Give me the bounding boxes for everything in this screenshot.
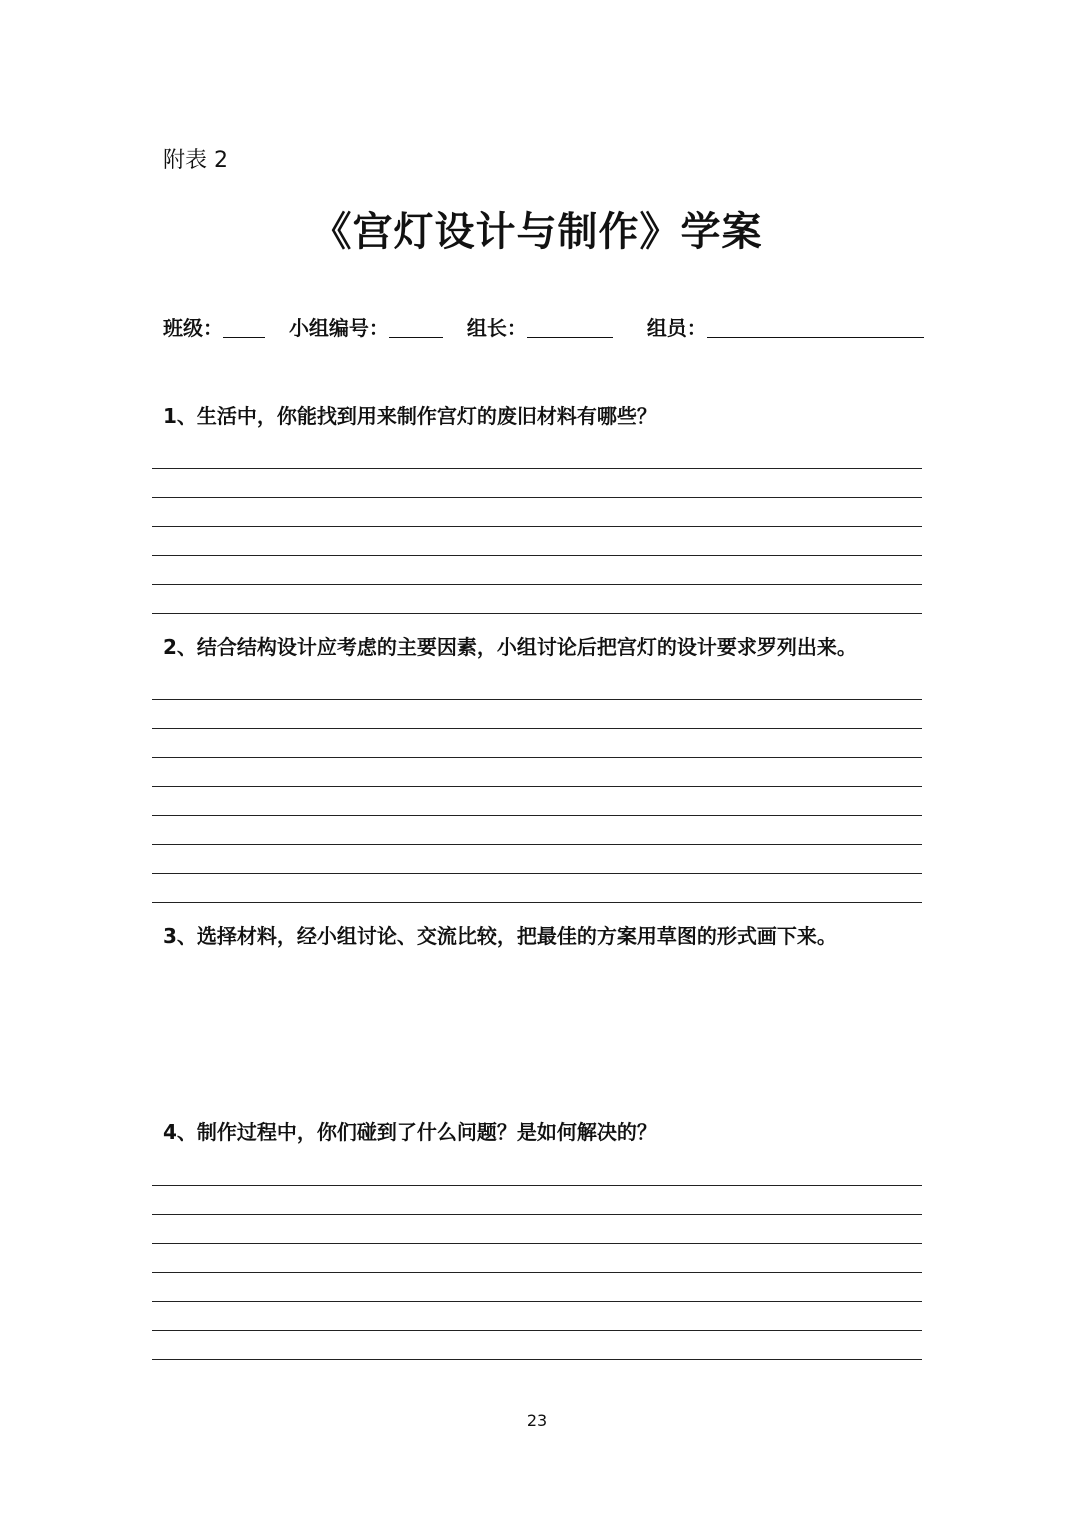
answer-line[interactable] xyxy=(152,613,922,614)
answer-line[interactable] xyxy=(152,699,922,700)
class-label: 班级： xyxy=(163,316,223,340)
group-number-blank[interactable] xyxy=(389,317,443,338)
question-text: 、制作过程中，你们碰到了什么问题？是如何解决的？ xyxy=(176,1120,657,1144)
answer-line[interactable] xyxy=(152,1272,922,1273)
answer-line[interactable] xyxy=(152,815,922,816)
question-4 xyxy=(163,1116,657,1145)
answer-line[interactable] xyxy=(152,497,922,498)
appendix-label: 附表 2 xyxy=(163,148,228,173)
answer-line[interactable] xyxy=(152,728,922,729)
question-number: 2 xyxy=(163,635,177,659)
question-text: 、结合结构设计应考虑的主要因素，小组讨论后把宫灯的设计要求罗列出来。 xyxy=(176,635,857,659)
answer-line[interactable] xyxy=(152,468,922,469)
answer-line[interactable] xyxy=(152,786,922,787)
answer-line[interactable] xyxy=(152,1359,922,1360)
answer-line[interactable] xyxy=(152,555,922,556)
answer-line[interactable] xyxy=(152,1185,922,1186)
question-2 xyxy=(163,631,857,660)
answer-line[interactable] xyxy=(152,584,922,585)
answer-line[interactable] xyxy=(152,1243,922,1244)
page-number: 23 xyxy=(526,1411,548,1430)
question-3 xyxy=(163,920,837,949)
answer-line[interactable] xyxy=(152,1214,922,1215)
answer-line[interactable] xyxy=(152,1301,922,1302)
question-text: 、生活中，你能找到用来制作宫灯的废旧材料有哪些？ xyxy=(176,404,657,428)
question-number: 3 xyxy=(163,924,177,948)
student-info-row xyxy=(163,312,924,341)
answer-line[interactable] xyxy=(152,526,922,527)
answer-line[interactable] xyxy=(152,1330,922,1331)
leader-blank[interactable] xyxy=(527,317,613,338)
group-number-label: 小组编号： xyxy=(288,316,389,340)
answer-line[interactable] xyxy=(152,873,922,874)
answer-line[interactable] xyxy=(152,757,922,758)
question-number: 4 xyxy=(163,1120,177,1144)
document-title: 《宫灯设计与制作》学案 xyxy=(311,208,763,255)
members-blank[interactable] xyxy=(707,317,924,338)
question-1 xyxy=(163,400,657,429)
question-text: 、选择材料，经小组讨论、交流比较，把最佳的方案用草图的形式画下来。 xyxy=(176,924,837,948)
answer-line[interactable] xyxy=(152,902,922,903)
members-label: 组员： xyxy=(646,316,707,340)
class-blank[interactable] xyxy=(223,317,265,338)
leader-label: 组长： xyxy=(466,316,527,340)
answer-line[interactable] xyxy=(152,844,922,845)
question-number: 1 xyxy=(163,404,177,428)
